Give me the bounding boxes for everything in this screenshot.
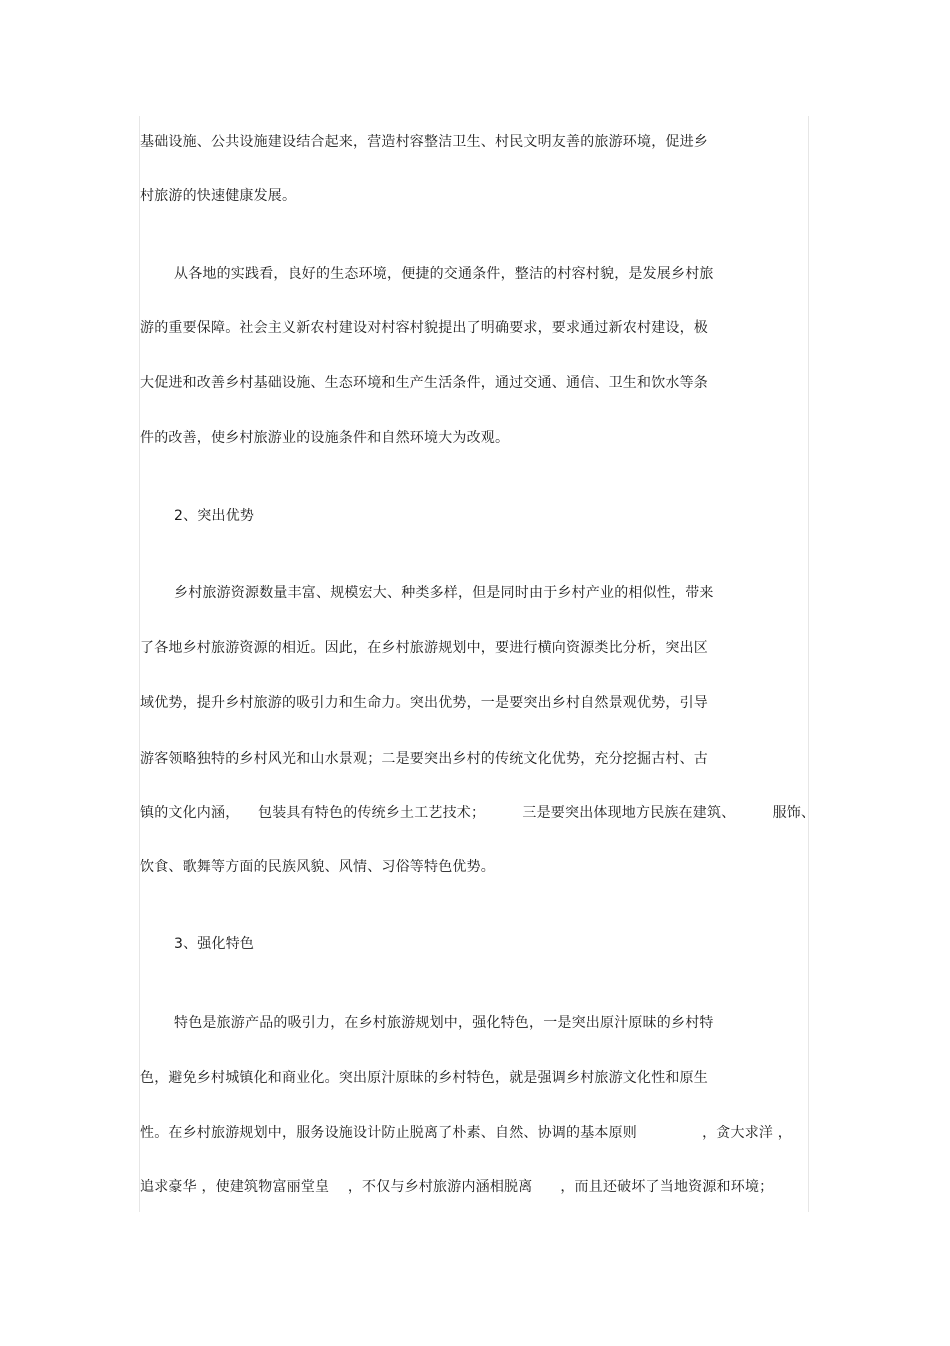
section-heading: 2、突出优势 — [174, 508, 255, 524]
body-text-line: 饮食、歌舞等方面的民族风貌、风情、习俗等特色优势。 — [140, 859, 495, 875]
section-heading: 3、强化特色 — [174, 936, 255, 952]
body-text-line: 游的重要保障。社会主义新农村建设对村容村貌提出了明确要求，要求通过新农村建设，极 — [140, 320, 708, 336]
body-text-line: 游客领略独特的乡村风光和山水景观；二是要突出乡村的传统文化优势，充分挖掘古村、古 — [140, 751, 708, 767]
body-text-line: 追求豪华 ，使建筑物富丽堂皇 ，不仅与乡村旅游内涵相脱离 ，而且还破坏了当地资源和环境； — [140, 1179, 774, 1195]
body-text-line: 性。在乡村旅游规划中，服务设施设计防止脱离了朴素、自然、协调的基本原则 ，贪大求洋 ， — [140, 1125, 792, 1141]
body-text-line: 大促进和改善乡村基础设施、生态环境和生产生活条件，通过交通、通信、卫生和饮水等条 — [140, 375, 708, 391]
body-text-line: 基础设施、公共设施建设结合起来，营造村容整洁卫生、村民文明友善的旅游环境，促进乡 — [140, 134, 708, 150]
body-text-line: 色，避免乡村城镇化和商业化。突出原汁原昧的乡村特色，就是强调乡村旅游文化性和原生 — [140, 1070, 708, 1086]
paragraph-first-line: 乡村旅游资源数量丰富、规模宏大、种类多样，但是同时由于乡村产业的相似性，带来 — [174, 585, 714, 601]
body-text-line: 件的改善，使乡村旅游业的设施条件和自然环境大为改观。 — [140, 430, 510, 446]
body-text-line: 村旅游的快速健康发展。 — [140, 188, 297, 204]
paragraph-first-line: 特色是旅游产品的吸引力，在乡村旅游规划中，强化特色，一是突出原汁原昧的乡村特 — [174, 1015, 714, 1031]
body-text-line: 镇的文化内涵， 包装具有特色的传统乡土工艺技术； 三是要突出体现地方民族在建筑、 服饰、 — [140, 805, 816, 821]
body-text-line: 了各地乡村旅游资源的相近。因此，在乡村旅游规划中，要进行横向资源类比分析，突出区 — [140, 640, 708, 656]
paragraph-first-line: 从各地的实践看，良好的生态环境，便捷的交通条件，整洁的村容村貌，是发展乡村旅 — [174, 266, 714, 282]
body-text-line: 域优势，提升乡村旅游的吸引力和生命力。突出优势，一是要突出乡村自然景观优势，引导 — [140, 695, 708, 711]
